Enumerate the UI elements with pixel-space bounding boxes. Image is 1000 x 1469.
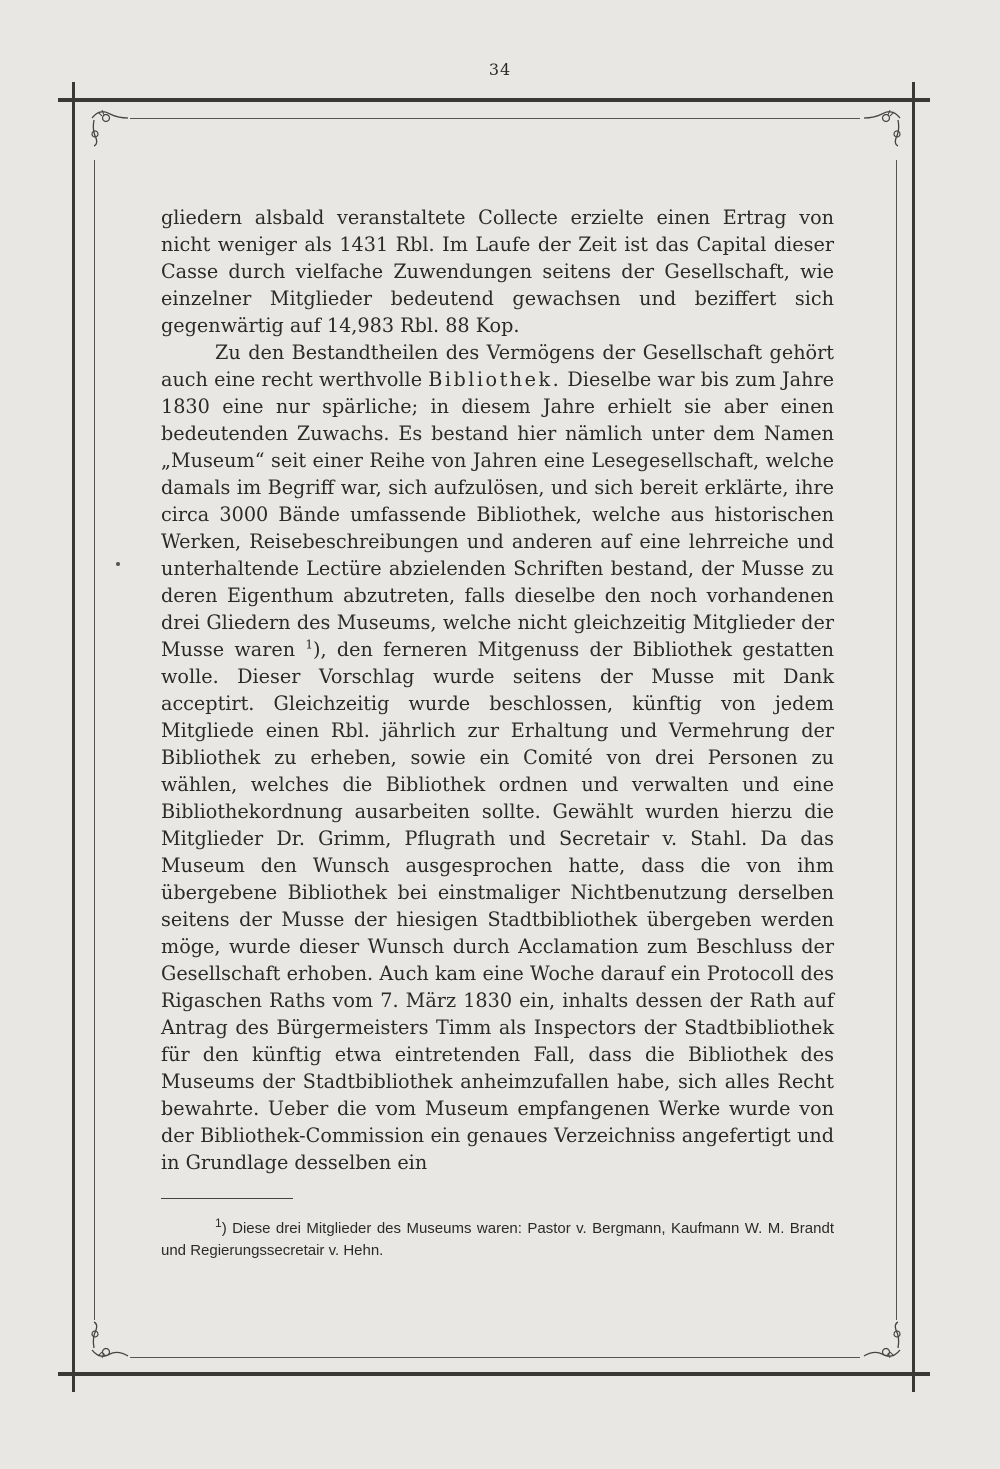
print-speck bbox=[116, 562, 120, 566]
paragraph-1: gliedern alsbald veranstaltete Collecte erzielte einen Ertrag von nicht weniger als 1431 Rbl. Im Laufe der Zeit ist das Capital dieser Casse durch vielfache Zuwendungen seitens der Gesellschaft, wie einzelner Mitglieder bedeutend gewachsen und beziffert sich gegenwärtig auf 14,983 Rbl. 88 Kop. bbox=[161, 206, 834, 337]
page-number: 34 bbox=[488, 60, 512, 79]
corner-ornament-icon bbox=[860, 1320, 904, 1364]
paragraph-2-text-b: Dieselbe war bis zum Jahre 1830 eine nur spärliche; in diesem Jahre erhielt sie aber einen bedeutenden Zuwachs. Es bestand hier nämlich unter dem Namen „Museum“ seit einer Reihe von Jahren eine Lesegesellschaft, welche damals im Begriff war, sich aufzulösen, und sich bereit erklärte, ihre circa 3000 Bände umfassende Bibliothek, welche aus historischen Werken, Reisebeschreibungen und anderen auf eine lehrreiche und unterhaltende Lectüre abzielenden Schriften bestand, der Musse zu deren Eigenthum abzutreten, falls dieselbe den noch vorhandenen drei Gliedern des Museums, welche nicht gleichzeitig Mitglieder der Musse waren bbox=[161, 368, 834, 661]
footnote-reference: 1 bbox=[305, 637, 313, 652]
right-border-rule bbox=[912, 82, 915, 1392]
inner-frame-right bbox=[896, 160, 897, 1320]
top-border-rule bbox=[58, 98, 930, 102]
paragraph-2-text-c: ), den ferneren Mitgenuss der Bibliothek gestatten wolle. Dieser Vorschlag wurde seitens der Musse mit Dank acceptirt. Gleichzeitig wurde beschlossen, künftig von jedem Mitgliede einen Rbl. jährlich zur Erhaltung und Vermehrung der Bibliothek zu erheben, sowie ein Comité von drei Personen zu wählen, welches die Bibliothek ordnen und verwalten und eine Bibliothekordnung ausarbeiten sollte. Gewählt wurden hierzu die Mitglieder Dr. Grimm, Pflugrath und Secretair v. Stahl. Da das Museum den Wunsch ausgesprochen hatte, dass die von ihm übergebene Bibliothek bei einstmaliger Nichtbenutzung derselben seitens der Musse der hiesigen Stadtbibliothek übergeben werden möge, wurde dieser Wunsch durch Acclamation zum Beschluss der Gesellschaft erhoben. Auch kam eine Woche darauf ein Protocoll des Rigaschen Raths vom 7. März 1830 ein, inhalts dessen der Rath auf Antrag des Bürgermeisters Timm als Inspectors der Stadtbibliothek für den künftig etwa eintretenden Fall, dass die Bibliothek des Museums der Stadtbibliothek anheimzufallen habe, sich alles Recht bewahrte. Ueber die vom Museum empfangenen Werke wurde von der Bibliothek-Commission ein genaues Verzeichniss angefertigt und in Grundlage desselben ein bbox=[161, 638, 834, 1174]
paragraph-2 bbox=[161, 339, 834, 1176]
inner-frame-top bbox=[130, 118, 860, 119]
inner-frame-left bbox=[94, 160, 95, 1320]
footnote-separator bbox=[161, 1198, 293, 1199]
left-border-rule bbox=[72, 82, 75, 1392]
main-text bbox=[161, 204, 834, 1176]
footnote bbox=[161, 1218, 834, 1262]
footnote-text: ) Diese drei Mitglieder des Museums waren: Pastor v. Bergmann, Kaufmann W. M. Brandt und Regierungssecretair v. Hehn. bbox=[161, 1220, 834, 1259]
corner-ornament-icon bbox=[88, 104, 132, 148]
footnote-mark: 1 bbox=[215, 1216, 222, 1230]
bottom-border-rule bbox=[58, 1372, 930, 1376]
emphasis-bibliothek: Bibliothek. bbox=[428, 368, 562, 391]
corner-ornament-icon bbox=[88, 1320, 132, 1364]
inner-frame-bottom bbox=[130, 1357, 860, 1358]
paragraph-2-text-a: Zu den Bestandtheilen des Vermögens der Gesellschaft gehört auch eine recht werthvolle bbox=[161, 341, 834, 391]
corner-ornament-icon bbox=[860, 104, 904, 148]
